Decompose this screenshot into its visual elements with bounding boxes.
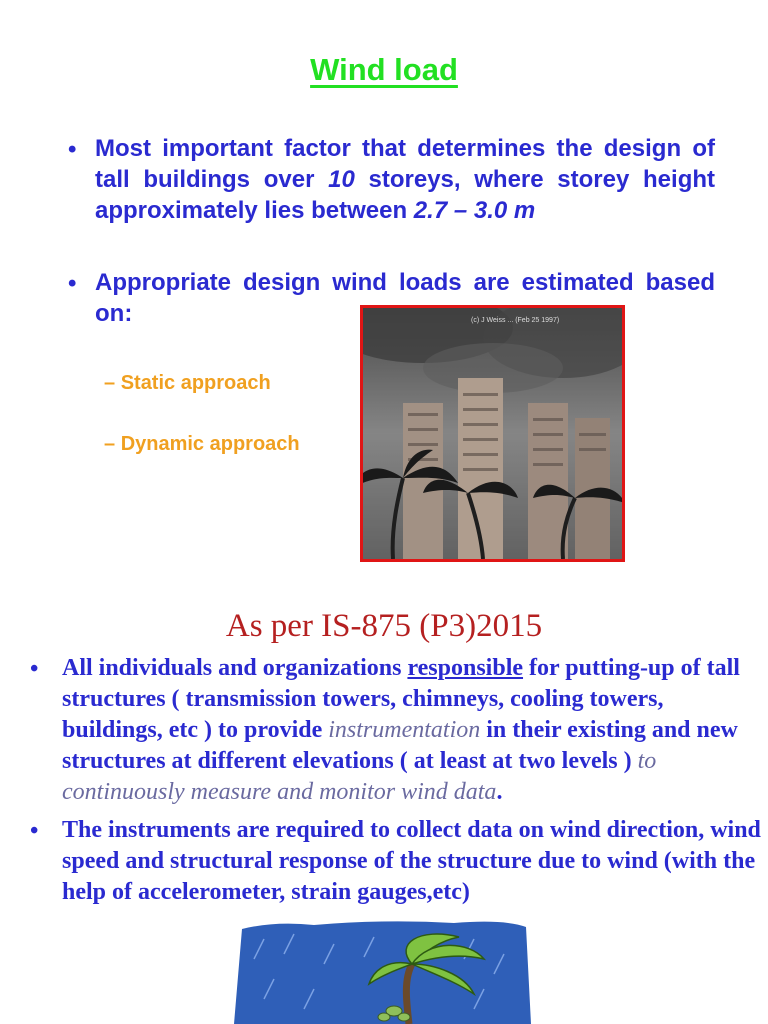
bullet-text: Most important factor that determines the design of tall buildings over bbox=[95, 135, 715, 193]
responsible-underlined: responsible bbox=[407, 655, 524, 681]
bullet-responsible bbox=[62, 653, 768, 808]
bullet-marker: • bbox=[68, 136, 77, 163]
bullet-text: storeys, where storey height approximately lies between bbox=[95, 166, 716, 224]
bullet-text: for putting-up of tall structures ( transmission towers, chimneys, cooling towers, buildings, etc ) to provide bbox=[62, 655, 740, 743]
bullet-text: in their existing and new structures at different elevations ( at least at two levels ) bbox=[62, 717, 738, 774]
bullet-marker: • bbox=[30, 818, 39, 844]
bullet-text: All individuals and organizations bbox=[62, 655, 408, 681]
sub-item-label: Static approach bbox=[120, 372, 271, 394]
storey-count: 10 bbox=[328, 166, 355, 193]
bullet-instruments: The instruments are required to collect data on wind direction, wind speed and structural response of the structure due to wind (with the help of accelerometer, strain gauges,etc) bbox=[62, 817, 761, 905]
sub-marker: – bbox=[104, 372, 116, 394]
palm-tree-graphic bbox=[234, 919, 531, 1024]
storm-photo-graphic bbox=[363, 308, 622, 559]
sub-item-label: Dynamic approach bbox=[120, 433, 300, 455]
slide-title: Wind load bbox=[310, 52, 458, 87]
storm-photo bbox=[360, 305, 625, 562]
sub-item-dynamic bbox=[104, 433, 300, 456]
bullet-marker: • bbox=[68, 270, 77, 297]
palm-tree-illustration bbox=[234, 919, 531, 1024]
sub-marker: – bbox=[104, 433, 116, 455]
instrumentation-italic: instrumentation bbox=[328, 717, 481, 743]
monitor-italic: to continuously measure and monitor wind data bbox=[62, 748, 657, 805]
bullet-text: . bbox=[496, 779, 503, 805]
photo-caption: (c) J Weiss ... (Feb 25 1997) bbox=[471, 317, 560, 324]
bullet-design-factor bbox=[95, 133, 715, 226]
section-heading: As per IS-875 (P3)2015 bbox=[225, 608, 543, 644]
bullet-marker: • bbox=[30, 656, 39, 682]
bullet-wind-loads: Appropriate design wind loads are estimated based on: bbox=[95, 269, 715, 327]
storey-height: 2.7 – 3.0 m bbox=[413, 197, 536, 224]
sub-item-static bbox=[104, 372, 271, 395]
